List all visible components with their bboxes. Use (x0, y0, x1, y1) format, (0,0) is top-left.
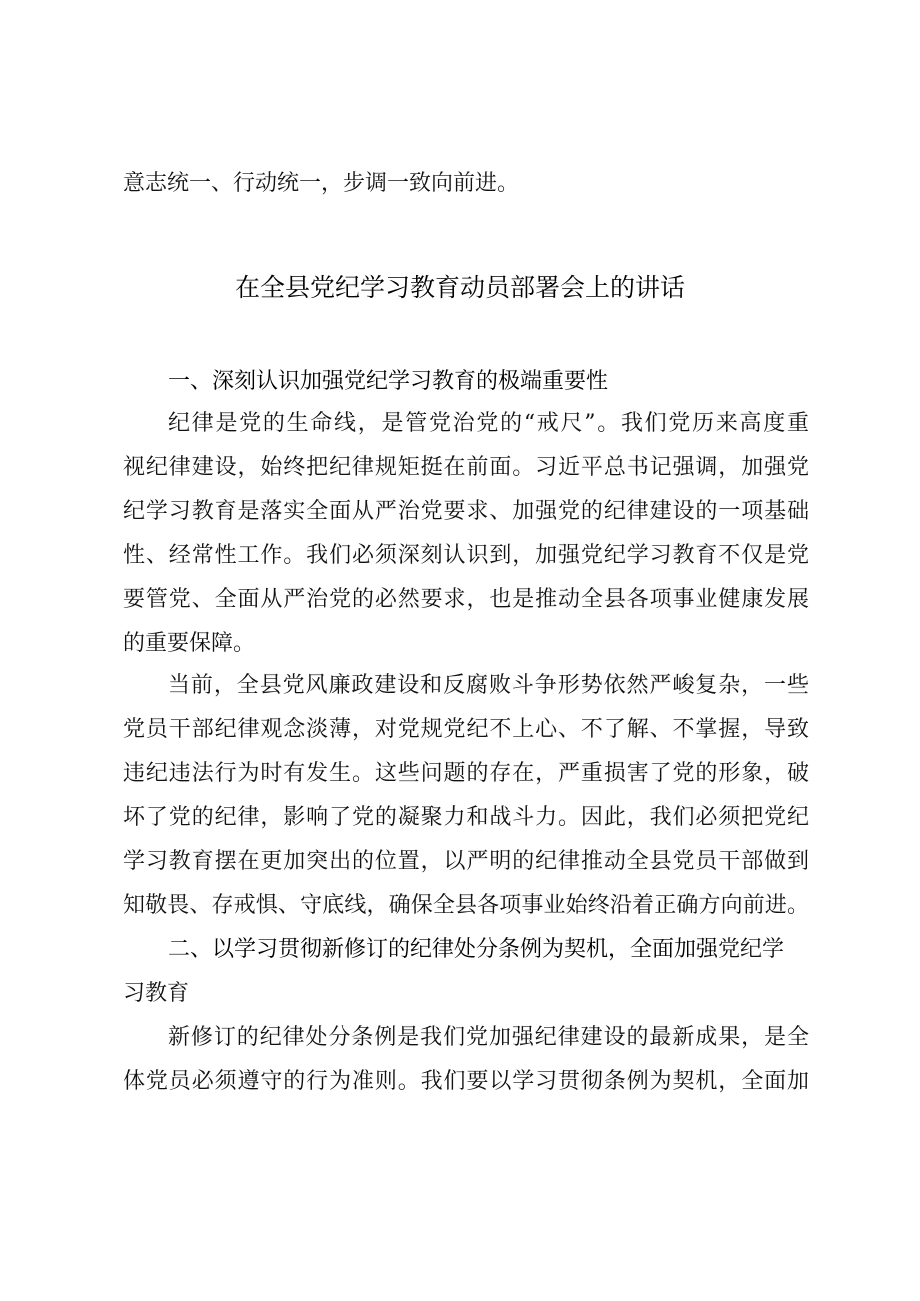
s1p2-line-4: 坏了党的纪律，影响了党的凝聚力和战斗力。因此，我们必须把党纪 (123, 805, 809, 830)
s1p1-line-6: 的重要保障。 (123, 631, 256, 656)
s1p2-line-1: 当前，全县党风廉政建设和反腐败斗争形势依然严峻复杂，一些 (168, 673, 809, 698)
s1p1-line-3: 纪学习教育是落实全面从严治党要求、加强党的纪律建设的一项基础 (123, 499, 809, 524)
s1p2-line-2: 党员干部纪律观念淡薄，对党规党纪不上心、不了解、不掌握，导致 (123, 717, 809, 742)
s1p1-line-4: 性、经常性工作。我们必须深刻认识到，加强党纪学习教育不仅是党 (123, 543, 809, 568)
section1-heading: 一、深刻认识加强党纪学习教育的极端重要性 (168, 369, 609, 394)
s1p2-line-6: 知敬畏、存戒惧、守底线，确保全县各项事业始终沿着正确方向前进。 (123, 893, 809, 918)
carryover-line: 意志统一、行动统一，步调一致向前进。 (123, 171, 520, 196)
section2-heading-part2: 党纪学 (718, 937, 785, 962)
s1p1-line-1: 纪律是党的生命线，是管党治党的“戒尺”。我们党历来高度重 (168, 411, 809, 436)
s1p2-line-3: 违纪违法行为时有发生。这些问题的存在，严重损害了党的形象，破 (123, 761, 809, 786)
s1p2-line-5: 学习教育摆在更加突出的位置，以严明的纪律推动全县党员干部做到 (123, 849, 809, 874)
s1p1-line-5: 要管党、全面从严治党的必然要求，也是推动全县各项事业健康发展 (123, 587, 809, 612)
section2-heading-line1 (168, 928, 809, 972)
s1p1-line-2: 视纪律建设，始终把纪律规矩挺在前面。习近平总书记强调，加强党 (123, 455, 809, 480)
s2p1-line-2: 体党员必须遵守的行为准则。我们要以学习贯彻条例为契机，全面加 (123, 1069, 809, 1094)
s2p1-line-1: 新修订的纪律处分条例是我们党加强纪律建设的最新成果，是全 (168, 1025, 809, 1050)
section2-heading-line2: 习教育 (123, 981, 190, 1006)
section2-heading-part1: 二、以学习贯彻新修订的纪律处分条例为契机，全面加强 (168, 937, 719, 962)
page-title: 在全县党纪学习教育动员部署会上的讲话 (234, 273, 685, 302)
